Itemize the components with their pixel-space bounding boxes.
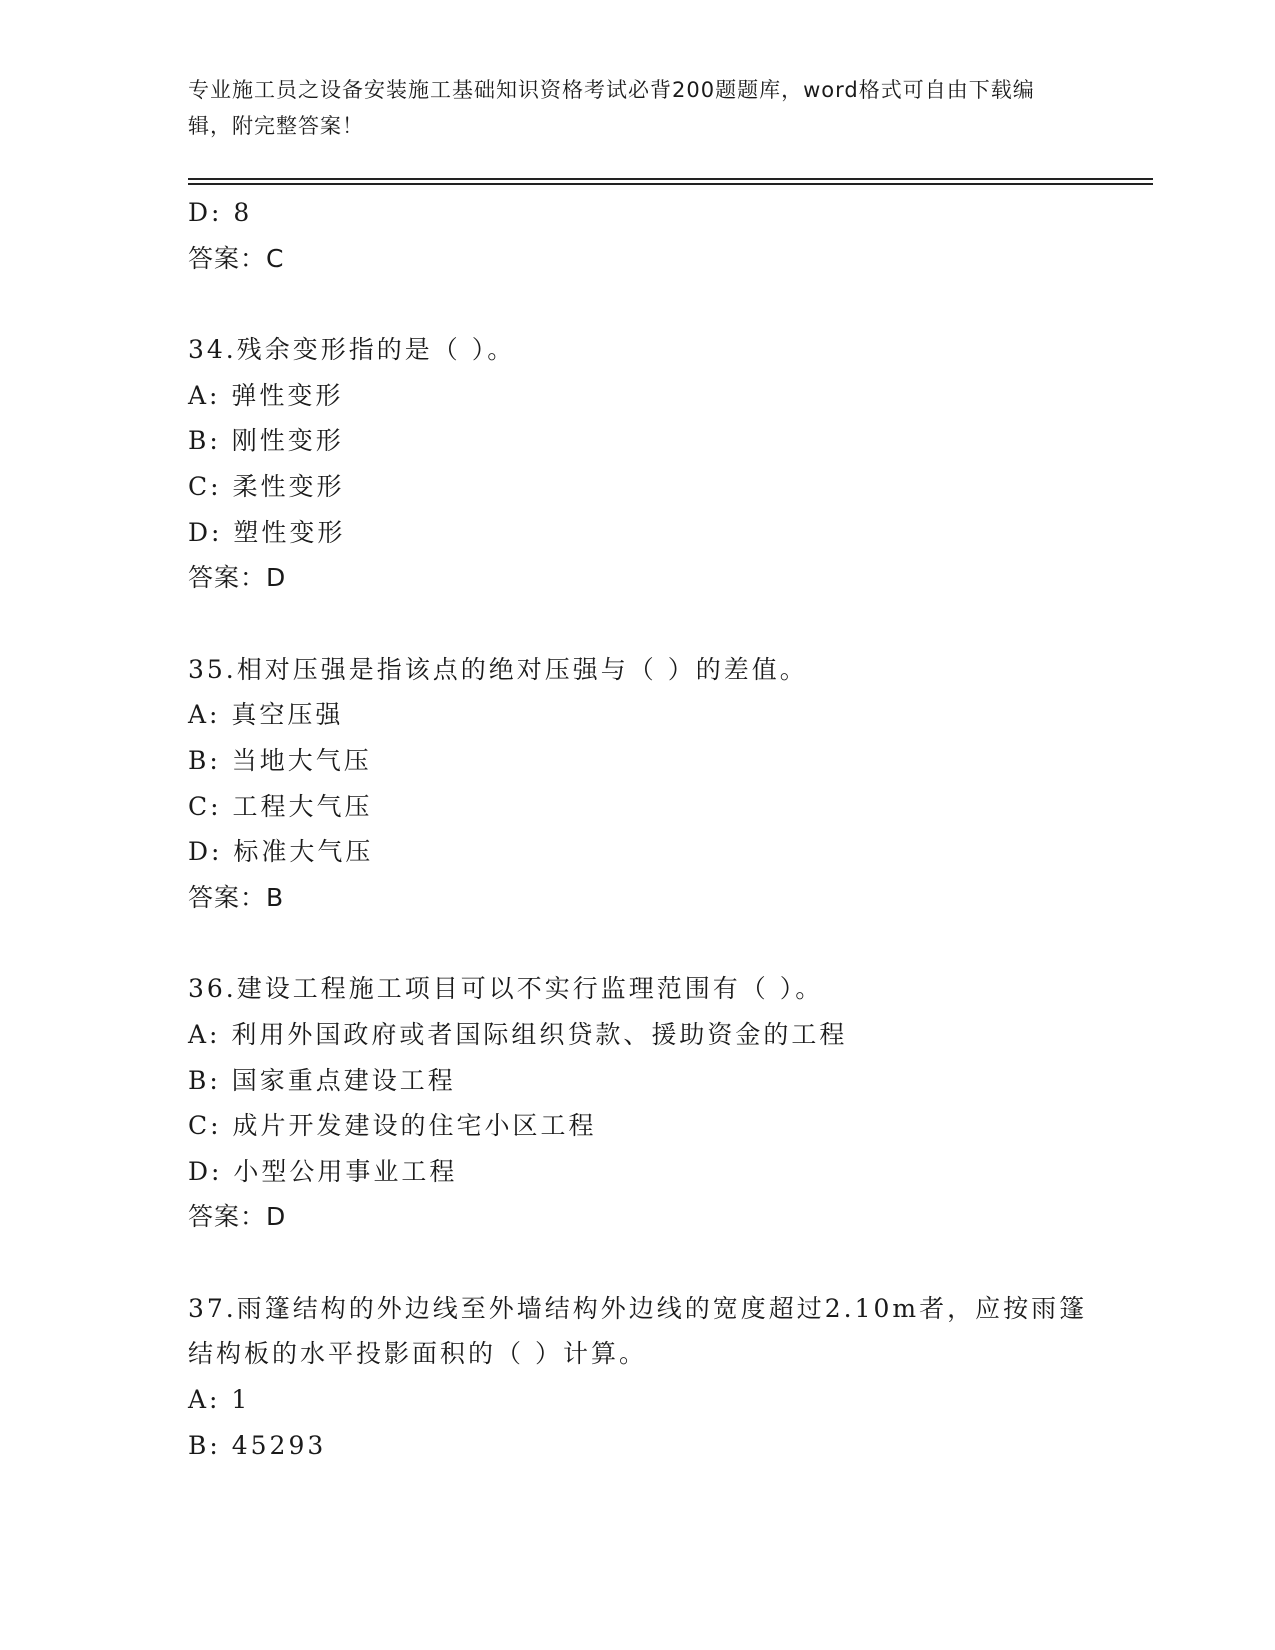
question-stem: 35.相对压强是指该点的绝对压强与（ ）的差值。	[188, 654, 808, 684]
option-a: A: 1	[188, 1385, 251, 1415]
option-c: C: 工程大气压	[188, 791, 373, 821]
question-35	[188, 647, 1088, 921]
option-a: A: 弹性变形	[188, 380, 344, 410]
question-stem: 36.建设工程施工项目可以不实行监理范围有（ ）。	[188, 974, 824, 1004]
question-stem: 34.残余变形指的是（ ）。	[188, 335, 516, 365]
option-d: D: 小型公用事业工程	[188, 1156, 458, 1186]
option-d: D: 8	[188, 198, 253, 227]
answer: 答案：D	[188, 563, 287, 593]
question-stem: 37.雨篷结构的外边线至外墙结构外边线的宽度超过2.10m者，应按雨篷结构板的水平投影面积的（ ）计算。	[188, 1293, 1088, 1369]
question-37	[188, 1286, 1088, 1468]
header-rule-top	[188, 178, 1153, 180]
option-b: B: 国家重点建设工程	[188, 1065, 456, 1095]
option-c: C: 成片开发建设的住宅小区工程	[188, 1111, 597, 1141]
option-b: B: 当地大气压	[188, 745, 372, 775]
question-list	[188, 190, 1088, 1468]
question-36	[188, 966, 1088, 1240]
answer: 答案：B	[188, 882, 285, 912]
answer: 答案：C	[188, 243, 285, 273]
option-d: D: 塑性变形	[188, 517, 346, 547]
answer: 答案：D	[188, 1202, 287, 1232]
option-b: B: 45293	[188, 1430, 327, 1460]
question-34	[188, 327, 1088, 601]
option-c: C: 柔性变形	[188, 471, 345, 501]
option-a: A: 真空压强	[188, 700, 344, 730]
option-b: B: 刚性变形	[188, 426, 344, 456]
header-rule-bottom	[188, 183, 1153, 185]
option-d: D: 标准大气压	[188, 837, 374, 867]
document-header: 专业施工员之设备安装施工基础知识资格考试必背200题题库，word格式可自由下载编辑，附完整答案！	[188, 78, 1035, 138]
option-a: A: 利用外国政府或者国际组织贷款、援助资金的工程	[188, 1019, 848, 1049]
